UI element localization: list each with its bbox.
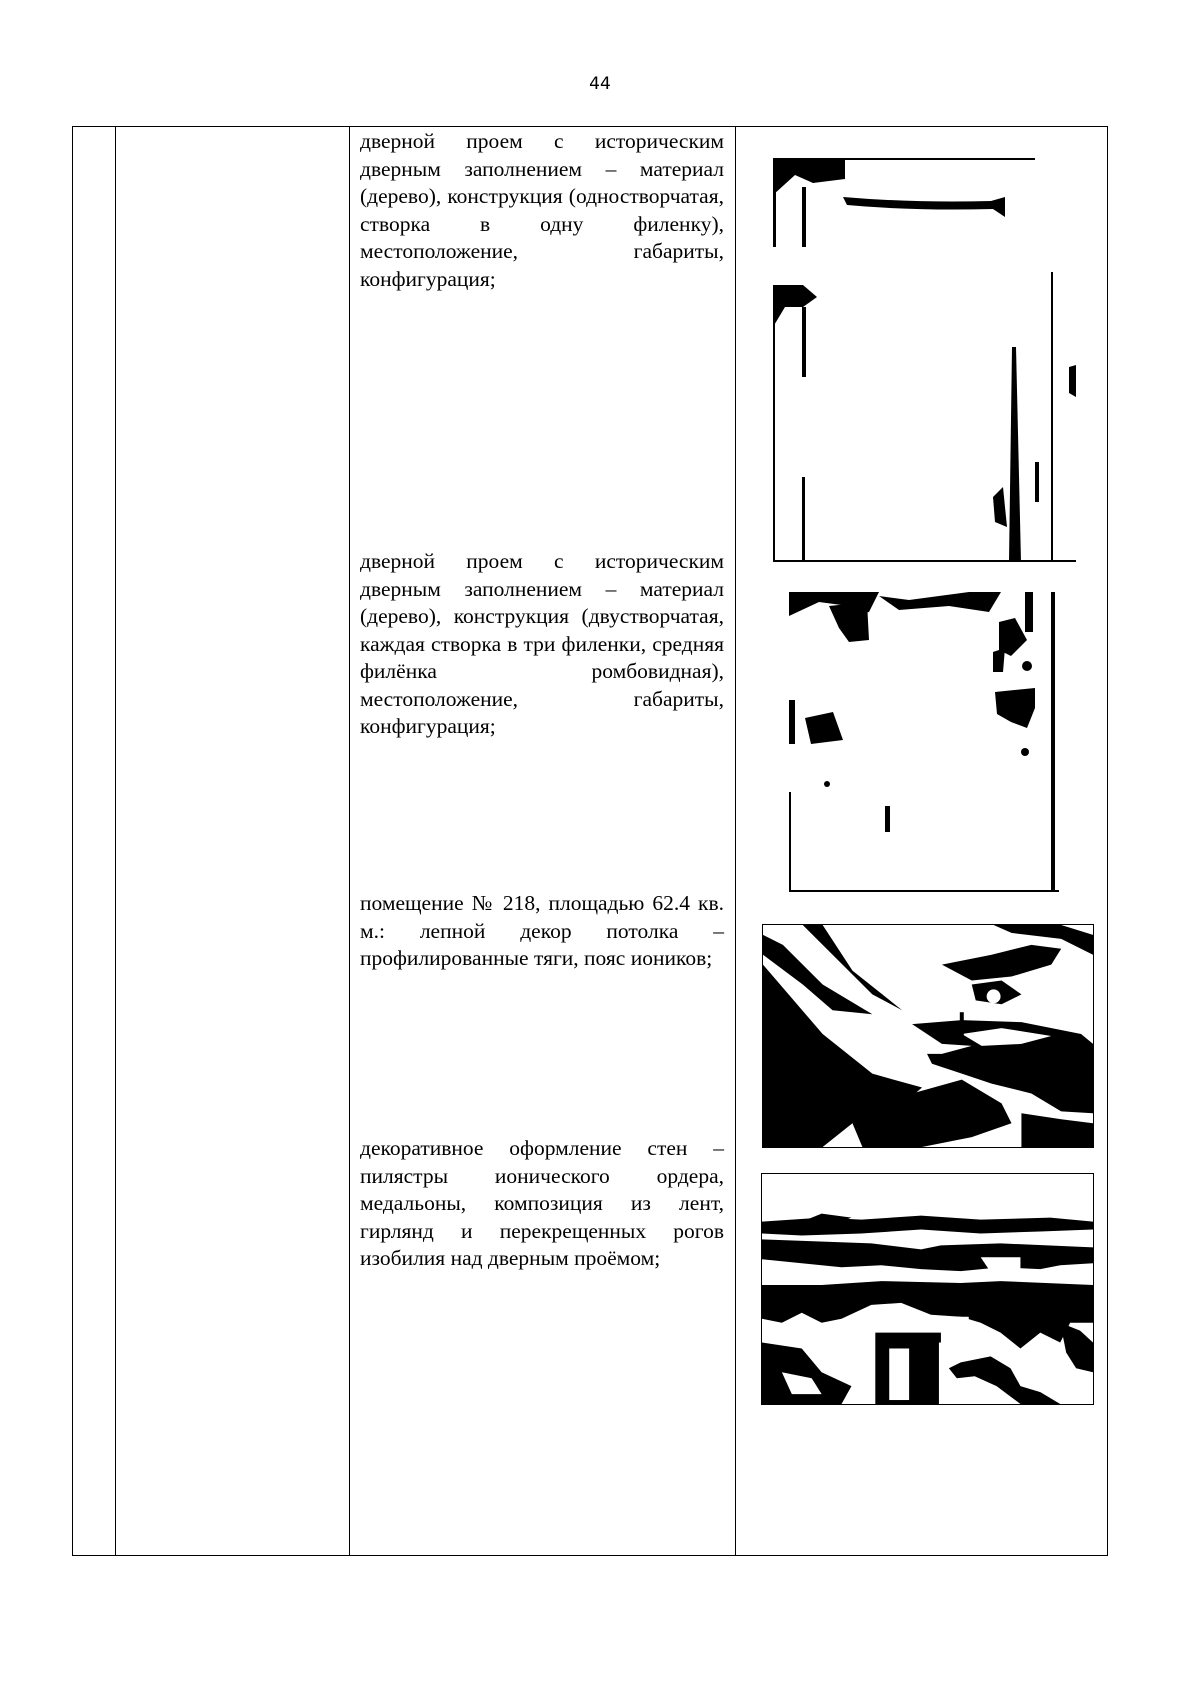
row-2-photo bbox=[789, 592, 1059, 892]
column-divider-1 bbox=[115, 126, 116, 1556]
photo-double-leaf-door-image bbox=[789, 592, 1059, 892]
row-4-photo bbox=[761, 1173, 1094, 1405]
row-1-photo bbox=[773, 157, 1076, 562]
column-divider-3 bbox=[735, 126, 736, 1556]
row-4-description: декоративное оформление стен – пилястры ионического ордера, медальоны, композиция из лент, гирлянд и перекрещенных рогов изобилия над дверным проёмом; bbox=[360, 1136, 724, 1270]
row-3-photo bbox=[762, 924, 1094, 1148]
column-divider-2 bbox=[349, 126, 350, 1556]
row-2-description: дверной проем с историческим дверным заполнением – материал (дерево), конструкция (двустворчатая, каждая створка в три филенки, средняя филёнка ромбовидная), местоположение, габариты, конфигурация; bbox=[360, 549, 724, 738]
photo-wall-decor-image bbox=[762, 1174, 1093, 1404]
page-number: 44 bbox=[589, 74, 611, 94]
photo-single-leaf-door-image bbox=[773, 157, 1076, 562]
row-1-description: дверной проем с историческим дверным заполнением – материал (дерево), конструкция (одностворчатая, створка в одну филенку), местоположение, габариты, конфигурация; bbox=[360, 129, 724, 291]
row-3-description: помещение № 218, площадью 62.4 кв. м.: лепной декор потолка – профилированные тяги, пояс иоников; bbox=[360, 891, 724, 970]
photo-ceiling-molding-image bbox=[763, 925, 1093, 1147]
